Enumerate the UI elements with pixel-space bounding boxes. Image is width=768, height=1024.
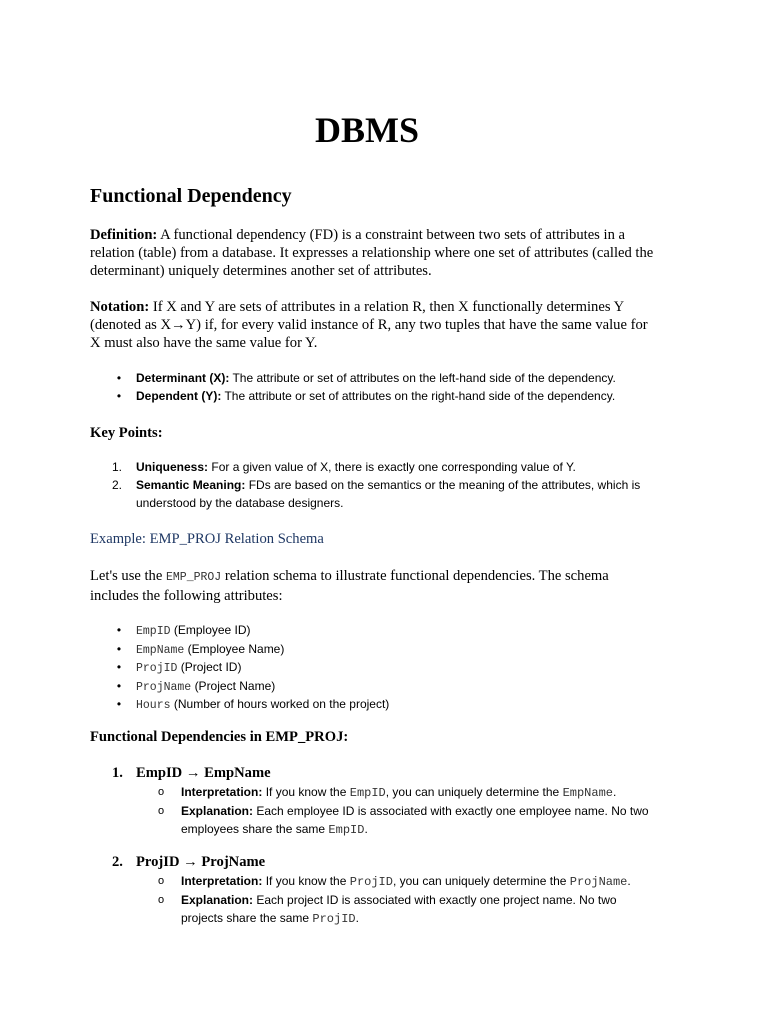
document-title: DBMS [314,110,419,150]
fd-item-2: 2. ProjID → ProjName o Interpretation: If you know the ProjID, you can uniquely determine the ProjName. o Explanation: Each project ID is associated with exactly one project name. No two projects share the same ProjID. [136,853,696,928]
notation-line-1: Notation: If X and Y are sets of attributes in a relation R, then X functionally determines Y [90,299,625,315]
fd-interpretation: o Interpretation: If you know the ProjID, you can uniquely determine the ProjName. [158,874,631,889]
fd-explanation: o Explanation: Each employee ID is associated with exactly one employee name. No two employees share the same EmpID. [158,804,649,837]
list-item: • Dependent (Y): The attribute or set of attributes on the right-hand side of the dependency. [136,388,696,406]
attributes-list [116,622,696,715]
section-title: Functional Dependency [90,185,292,207]
bullet-icon: • [116,623,122,637]
bullet-icon: • [116,697,122,711]
list-item: • EmpName (Employee Name) [136,641,696,660]
fd-explanation: o Explanation: Each project ID is associated with exactly one project name. No two projects share the same ProjID. [158,893,617,926]
list-item: 1. Uniqueness: For a given value of X, there is exactly one corresponding value of Y. [112,460,576,474]
fd-item-1: 1. EmpID → EmpName o Interpretation: If you know the EmpID, you can uniquely determine the EmpName. o Explanation: Each employee ID is associated with exactly one employee name. No two employees share the same EmpID. [136,764,696,839]
bullet-icon: • [116,641,122,656]
definition-line-2: relation (table) from a database. It expresses a relationship where one set of attributes (called the [90,245,654,261]
notation-label: Notation: [90,299,150,315]
fd-interpretation: o Interpretation: If you know the EmpID, you can uniquely determine the EmpName. [158,785,617,800]
fd-title: EmpID → EmpName [136,765,271,781]
list-item: 2. Semantic Meaning: FDs are based on the semantics or the meaning of the attributes, which is understood by the database designers. [112,478,641,510]
definition-line-1: Definition: A functional dependency (FD) is a constraint between two sets of attributes in a [90,227,625,243]
definition-paragraph [90,226,690,280]
list-item: • EmpID (Employee ID) [136,622,696,641]
circle-bullet-icon: o [158,786,165,798]
circle-bullet-icon: o [158,875,165,887]
list-item: • ProjID (Project ID) [136,659,696,678]
bullet-icon: • [116,388,122,403]
key-points-heading: Key Points: [90,425,163,441]
bullet-icon: • [116,678,122,693]
bullet-icon: • [116,660,122,674]
example-intro-paragraph: Let's use the EMP_PROJ relation schema to illustrate functional dependencies. The schema includes the following attributes: [90,568,609,604]
fd-heading: Functional Dependencies in EMP_PROJ: [90,729,349,745]
list-item: • ProjName (Project Name) [136,678,696,697]
notation-bullet-list [116,370,696,405]
fd-title: ProjID → ProjName [136,854,266,870]
notation-paragraph [90,298,690,352]
list-item: • Hours (Number of hours worked on the project) [136,696,696,715]
circle-bullet-icon: o [158,805,165,817]
notation-line-2: (denoted as X→Y) if, for every valid instance of R, any two tuples that have the same value for [90,317,648,333]
code-emp-proj: EMP_PROJ [166,571,222,584]
definition-line-3: determinant) uniquely determines another set of attributes. [90,263,432,279]
list-item: • Determinant (X): The attribute or set of attributes on the left-hand side of the dependency. [136,370,696,388]
definition-label: Definition: [90,227,158,243]
bullet-icon: • [116,371,122,385]
example-heading: Example: EMP_PROJ Relation Schema [90,531,324,547]
circle-bullet-icon: o [158,894,165,906]
notation-line-3: X must also have the same value for Y. [90,335,318,351]
key-points-list [112,459,696,512]
